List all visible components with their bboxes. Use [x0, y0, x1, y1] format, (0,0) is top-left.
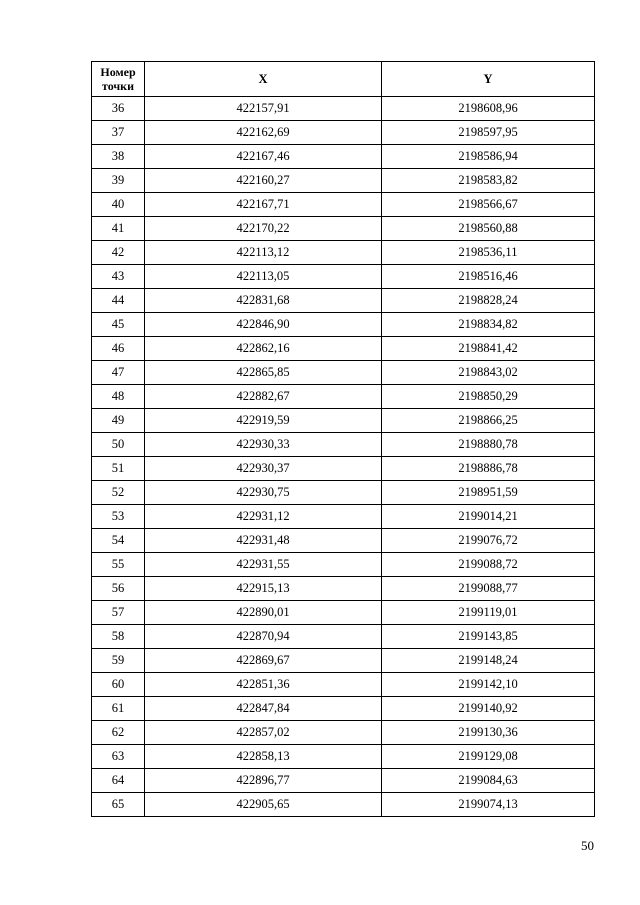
cell-x: 422930,37: [145, 457, 382, 481]
header-x: X: [145, 62, 382, 97]
table-row: [92, 433, 595, 457]
cell-point-number: 62: [92, 721, 145, 745]
cell-y: 2199130,36: [382, 721, 595, 745]
cell-x: 422831,68: [145, 289, 382, 313]
cell-y: 2199142,10: [382, 673, 595, 697]
table-row: [92, 529, 595, 553]
cell-x: 422113,12: [145, 241, 382, 265]
cell-x: 422857,02: [145, 721, 382, 745]
cell-point-number: 48: [92, 385, 145, 409]
cell-point-number: 42: [92, 241, 145, 265]
cell-point-number: 40: [92, 193, 145, 217]
cell-x: 422905,65: [145, 793, 382, 817]
cell-y: 2198880,78: [382, 433, 595, 457]
cell-x: 422915,13: [145, 577, 382, 601]
cell-x: 422870,94: [145, 625, 382, 649]
table-row: [92, 145, 595, 169]
cell-y: 2198560,88: [382, 217, 595, 241]
cell-x: 422865,85: [145, 361, 382, 385]
cell-y: 2198586,94: [382, 145, 595, 169]
cell-x: 422167,71: [145, 193, 382, 217]
cell-point-number: 54: [92, 529, 145, 553]
cell-point-number: 57: [92, 601, 145, 625]
cell-y: 2199143,85: [382, 625, 595, 649]
cell-x: 422847,84: [145, 697, 382, 721]
cell-x: 422113,05: [145, 265, 382, 289]
cell-x: 422931,48: [145, 529, 382, 553]
table-row: [92, 481, 595, 505]
cell-point-number: 65: [92, 793, 145, 817]
cell-point-number: 47: [92, 361, 145, 385]
cell-x: 422931,12: [145, 505, 382, 529]
cell-y: 2199014,21: [382, 505, 595, 529]
cell-y: 2198886,78: [382, 457, 595, 481]
cell-x: 422862,16: [145, 337, 382, 361]
cell-x: 422846,90: [145, 313, 382, 337]
cell-y: 2198516,46: [382, 265, 595, 289]
table-row: [92, 577, 595, 601]
table-row: [92, 121, 595, 145]
cell-point-number: 45: [92, 313, 145, 337]
table-row: [92, 553, 595, 577]
table-row: [92, 601, 595, 625]
cell-y: 2198597,95: [382, 121, 595, 145]
cell-y: 2198843,02: [382, 361, 595, 385]
table-row: [92, 769, 595, 793]
cell-x: 422160,27: [145, 169, 382, 193]
cell-y: 2198566,67: [382, 193, 595, 217]
table-header: [92, 62, 595, 97]
table-row: [92, 697, 595, 721]
table-row: [92, 169, 595, 193]
cell-point-number: 36: [92, 97, 145, 121]
cell-x: 422162,69: [145, 121, 382, 145]
header-y: Y: [382, 62, 595, 97]
cell-y: 2199084,63: [382, 769, 595, 793]
cell-point-number: 59: [92, 649, 145, 673]
cell-point-number: 39: [92, 169, 145, 193]
table-row: [92, 361, 595, 385]
header-point-number: [92, 62, 145, 97]
header-point-number-line2: точки: [101, 79, 135, 93]
cell-point-number: 55: [92, 553, 145, 577]
header-row: [92, 62, 595, 97]
cell-y: 2198583,82: [382, 169, 595, 193]
cell-point-number: 41: [92, 217, 145, 241]
cell-y: 2199140,92: [382, 697, 595, 721]
table-row: [92, 721, 595, 745]
cell-point-number: 43: [92, 265, 145, 289]
cell-x: 422919,59: [145, 409, 382, 433]
cell-point-number: 46: [92, 337, 145, 361]
header-point-number-line1: Номер: [100, 64, 136, 79]
cell-y: 2198850,29: [382, 385, 595, 409]
table-row: [92, 217, 595, 241]
table-row: [92, 241, 595, 265]
table-row: [92, 505, 595, 529]
cell-x: 422930,75: [145, 481, 382, 505]
table-row: [92, 649, 595, 673]
cell-y: 2199074,13: [382, 793, 595, 817]
cell-y: 2198866,25: [382, 409, 595, 433]
table-row: [92, 97, 595, 121]
cell-y: 2198828,24: [382, 289, 595, 313]
cell-y: 2199129,08: [382, 745, 595, 769]
cell-point-number: 50: [92, 433, 145, 457]
table-row: [92, 673, 595, 697]
cell-point-number: 53: [92, 505, 145, 529]
cell-point-number: 56: [92, 577, 145, 601]
page-number: 50: [581, 838, 594, 853]
table-row: [92, 289, 595, 313]
cell-y: 2198841,42: [382, 337, 595, 361]
cell-x: 422930,33: [145, 433, 382, 457]
table-row: [92, 385, 595, 409]
cell-y: 2198608,96: [382, 97, 595, 121]
cell-x: 422851,36: [145, 673, 382, 697]
table-row: [92, 625, 595, 649]
cell-point-number: 58: [92, 625, 145, 649]
cell-point-number: 64: [92, 769, 145, 793]
cell-y: 2199088,77: [382, 577, 595, 601]
cell-y: 2198536,11: [382, 241, 595, 265]
table-row: [92, 193, 595, 217]
cell-point-number: 51: [92, 457, 145, 481]
cell-point-number: 63: [92, 745, 145, 769]
cell-point-number: 61: [92, 697, 145, 721]
table-row: [92, 409, 595, 433]
cell-y: 2199119,01: [382, 601, 595, 625]
cell-y: 2199088,72: [382, 553, 595, 577]
table-row: [92, 457, 595, 481]
cell-x: 422167,46: [145, 145, 382, 169]
cell-x: 422890,01: [145, 601, 382, 625]
cell-point-number: 37: [92, 121, 145, 145]
cell-y: 2198951,59: [382, 481, 595, 505]
cell-x: 422157,91: [145, 97, 382, 121]
coordinates-table: [91, 61, 595, 817]
table-row: [92, 793, 595, 817]
cell-y: 2199076,72: [382, 529, 595, 553]
cell-x: 422896,77: [145, 769, 382, 793]
cell-x: 422882,67: [145, 385, 382, 409]
table-row: [92, 745, 595, 769]
table-body: [92, 97, 595, 817]
cell-point-number: 38: [92, 145, 145, 169]
cell-y: 2198834,82: [382, 313, 595, 337]
cell-point-number: 49: [92, 409, 145, 433]
cell-x: 422869,67: [145, 649, 382, 673]
cell-y: 2199148,24: [382, 649, 595, 673]
table-row: [92, 313, 595, 337]
table-row: [92, 265, 595, 289]
cell-x: 422931,55: [145, 553, 382, 577]
cell-point-number: 44: [92, 289, 145, 313]
table-row: [92, 337, 595, 361]
cell-x: 422858,13: [145, 745, 382, 769]
cell-x: 422170,22: [145, 217, 382, 241]
cell-point-number: 52: [92, 481, 145, 505]
cell-point-number: 60: [92, 673, 145, 697]
